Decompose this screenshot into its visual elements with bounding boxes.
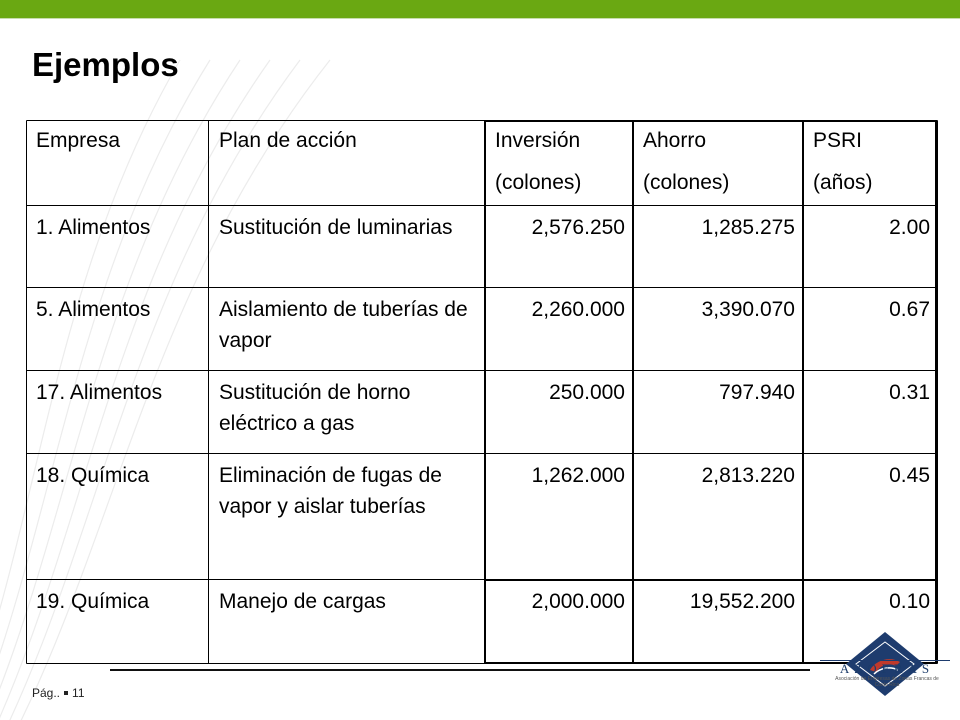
header-inversion: Inversión (colones) <box>495 129 582 194</box>
row-1-ahorro: 1,285.275 <box>701 216 795 239</box>
header-psri: PSRI (años) <box>813 129 873 194</box>
page-footer <box>32 686 85 700</box>
row-4-inversion: 1,262.000 <box>531 464 625 487</box>
row-3-ahorro: 797.940 <box>719 381 795 404</box>
row-5-ahorro: 19,552.200 <box>689 590 795 613</box>
page-label: Pág.. <box>32 686 61 700</box>
bullet-icon <box>64 691 68 695</box>
row-3-psri: 0.31 <box>889 381 930 404</box>
row-5-inversion: 2,000.000 <box>531 590 625 613</box>
examples-table <box>26 120 938 664</box>
header-empresa: Empresa <box>36 129 121 152</box>
row-5-psri: 0.10 <box>889 590 930 613</box>
row-4-ahorro: 2,813.220 <box>701 464 795 487</box>
footer-divider <box>110 669 810 671</box>
row-3-empresa: 17. Alimentos <box>36 381 163 404</box>
logo-tagline: Asociación de Empresas de Zonas Francas de Costa Rica <box>835 676 939 688</box>
slide-title: Ejemplos <box>32 46 179 83</box>
row-2-inversion: 2,260.000 <box>531 298 625 321</box>
row-1-inversion: 2,576.250 <box>531 216 625 239</box>
row-2-plan: Aislamiento de tuberías de vapor <box>219 298 468 352</box>
row-3-inversion: 250.000 <box>549 381 625 404</box>
row-5-plan: Manejo de cargas <box>219 590 386 613</box>
row-1-empresa: 1. Alimentos <box>36 216 151 239</box>
row-3-plan: Sustitución de horno eléctrico a gas <box>219 381 411 435</box>
page-number: 11 <box>72 686 85 700</box>
logo-name: AZOFRAS <box>839 661 935 676</box>
header-ahorro: Ahorro (colones) <box>643 129 730 194</box>
row-4-plan: Eliminación de fugas de vapor y aislar tuberías <box>219 464 442 518</box>
row-4-empresa: 18. Química <box>36 464 150 487</box>
row-1-plan: Sustitución de luminarias <box>219 216 453 239</box>
row-5-empresa: 19. Química <box>36 590 150 613</box>
row-2-empresa: 5. Alimentos <box>36 298 151 321</box>
row-2-ahorro: 3,390.070 <box>701 298 795 321</box>
row-1-psri: 2.00 <box>889 216 930 239</box>
row-2-psri: 0.67 <box>889 298 930 321</box>
row-4-psri: 0.45 <box>889 464 930 487</box>
header-plan: Plan de acción <box>219 129 357 152</box>
